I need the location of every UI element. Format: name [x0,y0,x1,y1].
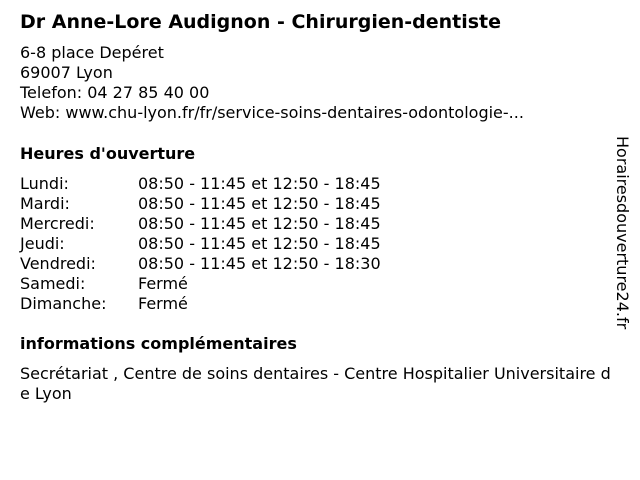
website-link[interactable]: Web: www.chu-lyon.fr/fr/service-soins-dentaires-odontologie-... [20,103,524,122]
city-address: 69007 Lyon [20,63,113,82]
hours-row-sunday [20,294,381,314]
day-hours: 08:50 - 11:45 et 12:50 - 18:45 [138,234,381,253]
hours-row-monday [20,174,381,194]
day-hours: Fermé [138,294,188,313]
hours-row-saturday [20,274,381,294]
day-hours: 08:50 - 11:45 et 12:50 - 18:45 [138,194,381,213]
day-hours: 08:50 - 11:45 et 12:50 - 18:30 [138,254,381,273]
info-text: Secrétariat , Centre de soins dentaires - Centre Hospitalier Universitaire de Lyon [20,364,611,403]
day-label: Mercredi: [20,214,95,233]
hours-heading: Heures d'ouverture [20,144,196,163]
opening-hours-table [20,174,381,314]
day-label: Jeudi: [20,234,65,253]
street-address: 6-8 place Depéret [20,43,164,62]
phone-number: Telefon: 04 27 85 40 00 [20,83,210,102]
hours-row-tuesday [20,194,381,214]
day-label: Lundi: [20,174,69,193]
day-label: Mardi: [20,194,70,213]
day-label: Samedi: [20,274,86,293]
day-label: Vendredi: [20,254,96,273]
hours-row-wednesday [20,214,381,234]
hours-row-friday [20,254,381,274]
page-title: Dr Anne-Lore Audignon - Chirurgien-dentiste [20,11,502,33]
watermark-text: Horairesdouverture24.fr [613,136,632,330]
day-label: Dimanche: [20,294,107,313]
address-block [20,43,524,123]
day-hours: Fermé [138,274,188,293]
info-heading: informations complémentaires [20,334,297,353]
day-hours: 08:50 - 11:45 et 12:50 - 18:45 [138,214,381,233]
hours-row-thursday [20,234,381,254]
day-hours: 08:50 - 11:45 et 12:50 - 18:45 [138,174,381,193]
